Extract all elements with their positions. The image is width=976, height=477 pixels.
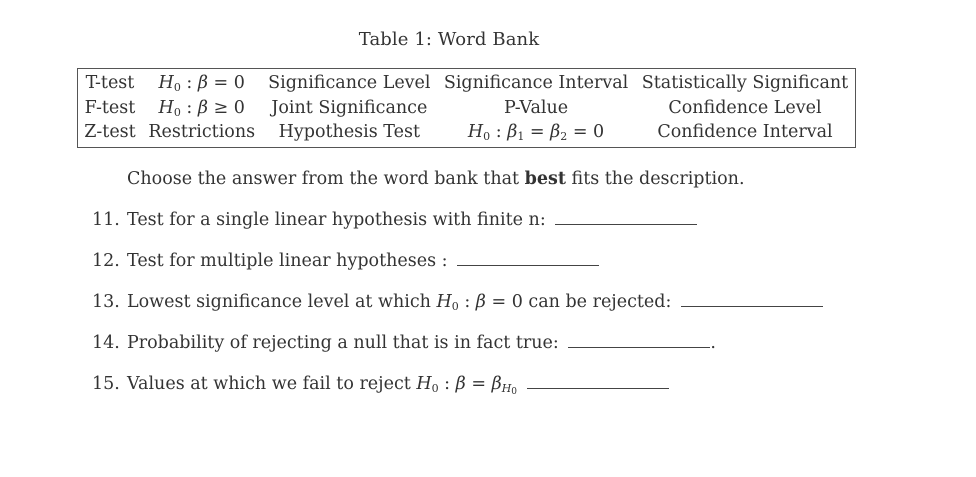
table-row — [78, 69, 856, 96]
table-row — [78, 96, 856, 121]
table-cell: F-test — [84, 97, 136, 118]
table-cell: Significance Interval — [443, 73, 629, 94]
question-number: 12. — [92, 251, 120, 271]
question-12 — [92, 251, 599, 271]
table-cell: Statistically Significant — [641, 73, 849, 94]
table-row — [78, 120, 856, 147]
answer-blank[interactable] — [681, 292, 823, 307]
table-cell-math: $H_0$ : $\beta_1 = \beta_2 = 0$ — [467, 122, 605, 144]
question-suffix: . — [710, 333, 716, 353]
table-cell: T-test — [85, 73, 135, 94]
question-text-math: Values at which we fail to reject $H_0$ : $\beta = \beta_{H0}$ — [127, 374, 518, 397]
table-cell: Restrictions — [148, 122, 256, 143]
table-cell-math: $H_0$ : β = 0 — [158, 73, 245, 95]
table-caption: Table 1: Word Bank — [358, 29, 540, 50]
question-number: 15. — [92, 374, 120, 394]
table-cell: Confidence Level — [668, 97, 822, 118]
question-14 — [92, 333, 716, 353]
answer-blank[interactable] — [457, 251, 599, 266]
table-cell-math: $H_0$ : β ≥ 0 — [158, 97, 245, 119]
table-cell: Joint Significance — [271, 97, 428, 118]
table-cell: Z-test — [84, 122, 136, 143]
question-number: 11. — [92, 210, 120, 230]
question-13 — [92, 292, 823, 312]
question-15 — [92, 374, 669, 397]
question-text: Test for multiple linear hypotheses : — [127, 251, 448, 271]
answer-blank[interactable] — [527, 374, 669, 389]
table-cell: Confidence Interval — [657, 122, 833, 143]
question-number: 13. — [92, 292, 120, 312]
question-text: Probability of rejecting a null that is in fact true: — [127, 333, 559, 353]
answer-blank[interactable] — [555, 210, 697, 225]
instructions-after: fits the description. — [571, 169, 745, 189]
instructions-bold: best — [524, 169, 566, 189]
instructions-before: Choose the answer from the word bank that — [127, 169, 520, 189]
question-text: Test for a single linear hypothesis with finite n: — [127, 210, 546, 230]
table-cell: P-Value — [503, 97, 569, 118]
question-text-math: Lowest significance level at which $H_0$ : β = 0 can be rejected: — [127, 292, 672, 313]
question-11 — [92, 210, 697, 230]
answer-blank[interactable] — [568, 333, 710, 348]
table-cell: Significance Level — [268, 73, 431, 94]
table-cell: Hypothesis Test — [278, 122, 420, 143]
instructions — [127, 169, 745, 189]
word-bank-table — [77, 68, 856, 148]
question-number: 14. — [92, 333, 120, 353]
